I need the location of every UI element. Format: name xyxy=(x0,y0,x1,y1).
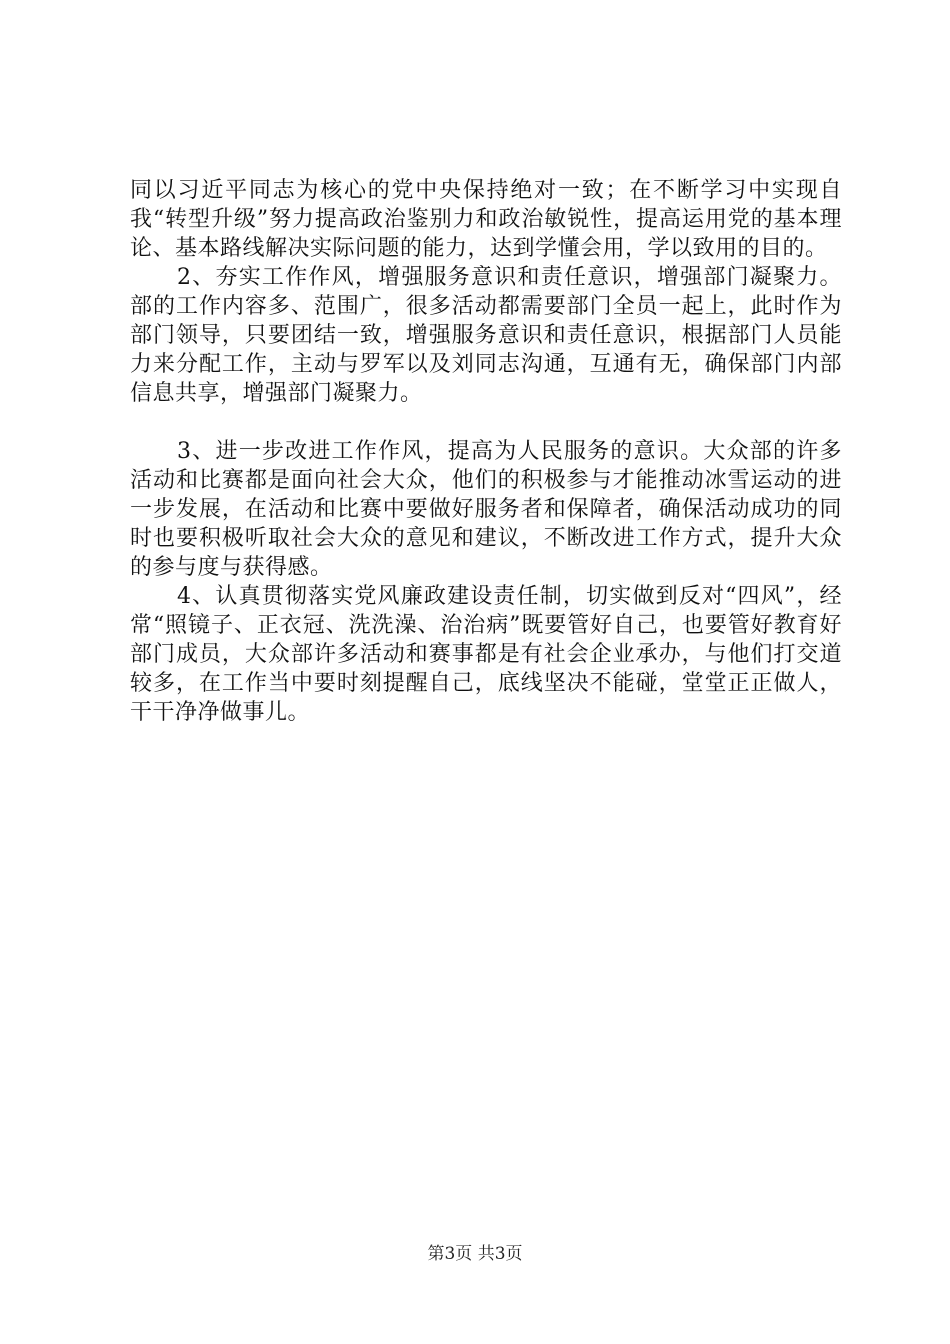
paragraph-spacer xyxy=(130,408,842,437)
paragraph-item-3: 3、进一步改进工作作风，提高为人民服务的意识。大众部的许多活动和比赛都是面向社会大众，他们的积极参与才能推动冰雪运动的进一步发展，在活动和比赛中要做好服务者和保障者，确保活动成功的同时也要积极听取社会大众的意见和建议，不断改进工作方式，提升大众的参与度与获得感。 xyxy=(130,439,842,580)
document-body xyxy=(130,176,842,727)
page-number-footer: 第3页 共3页 xyxy=(427,1244,523,1264)
paragraph-item-2: 2、夯实工作作风，增强服务意识和责任意识，增强部门凝聚力。部的工作内容多、范围广，很多活动都需要部门全员一起上，此时作为部门领导，只要团结一致，增强服务意识和责任意识，根据部门人员能力来分配工作，主动与罗军以及刘同志沟通，互通有无，确保部门内部信息共享，增强部门凝聚力。 xyxy=(130,265,842,406)
paragraph-item-4: 4、认真贯彻落实党风廉政建设责任制，切实做到反对“四风”，经常“照镜子、正衣冠、洗洗澡、治治病”既要管好自己，也要管好教育好部门成员，大众部许多活动和赛事都是有社会企业承办，与他们打交道较多，在工作当中要时刻提醒自己，底线坚决不能碰，堂堂正正做人，干干净净做事儿。 xyxy=(130,584,842,725)
paragraph-continuation: 同以习近平同志为核心的党中央保持绝对一致；在不断学习中实现自我“转型升级”努力提高政治鉴别力和政治敏锐性，提高运用党的基本理论、基本路线解决实际问题的能力，达到学懂会用，学以致用的目的。 xyxy=(130,178,842,261)
